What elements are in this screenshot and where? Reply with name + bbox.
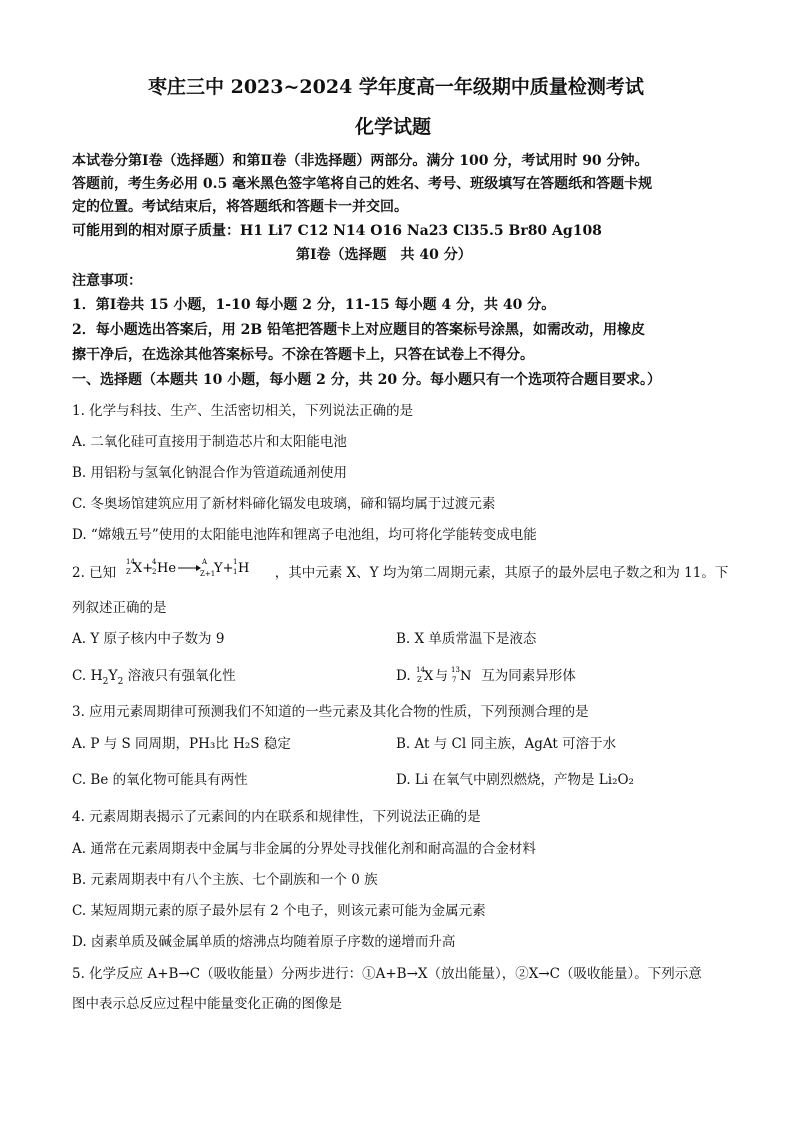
q4-option-a: A. 通常在元素周期表中金属与非金属的分界处寻找催化剂和耐高温的合金材料 [72, 841, 536, 857]
q2-option-c-suffix: 溶液只有强氧化性 [127, 668, 236, 684]
notes-title: 注意事项： [72, 273, 142, 289]
intro-line-3: 定的位置。考试结束后，将答题纸和答题卡一并交回。 [72, 199, 408, 215]
q2-stem [72, 558, 729, 581]
q1-option-d: D. “嫦娥五号”使用的太阳能电池阵和锂离子电池组，均可将化学能转变成电能 [72, 527, 537, 543]
q3-stem: 3. 应用元素周期律可预测我们不知道的一些元素及其化合物的性质，下列预测合理的是 [72, 704, 589, 720]
q3-option-b: B. At 与 Cl 同主族，AgAt 可溶于水 [396, 736, 617, 752]
svg-text:与: 与 [434, 669, 448, 684]
isotope-pair-graphic [415, 665, 477, 685]
svg-text:A: A [202, 558, 208, 566]
nuclear-equation-graphic [120, 557, 270, 579]
q3-option-c: C. Be 的氧化物可能具有两性 [72, 772, 248, 788]
svg-text:1: 1 [233, 558, 238, 566]
svg-text:Y+: Y+ [214, 561, 234, 576]
nuclear-equation [120, 558, 270, 578]
svg-text:N: N [459, 669, 472, 684]
svg-text:14: 14 [126, 558, 136, 566]
svg-text:He: He [157, 561, 177, 576]
atomic-masses: 可能用到的相对原子质量：H1 Li7 C12 N14 O16 Na23 Cl35.5 Br80 Ag108 [72, 223, 602, 239]
svg-text:2: 2 [152, 568, 157, 576]
q1-option-a: A. 二氧化硅可直接用于制造芯片和太阳能电池 [72, 434, 347, 450]
q5-stem-line-1: 5. 化学反应 A+B→C（吸收能量）分两步进行：①A+B→X（放出能量），②X→C（吸收能量）。下列示意 [72, 966, 702, 982]
q4-option-b: B. 元素周期表中有八个主族、七个副族和一个 0 族 [72, 872, 378, 888]
h2y2-formula: $H_2Y_2$ [90, 668, 124, 687]
exam-subject: 化学试题 [355, 116, 432, 138]
q2-stem-prefix: 2. 已知 [72, 565, 117, 581]
svg-text:H: H [238, 561, 250, 576]
exam-title: 枣庄三中 2023~2024 学年度高一年级期中质量检测考试 [148, 76, 644, 98]
q3-option-d-prefix: D. Li 在氧气中剧烈燃烧，产物是 [396, 772, 599, 788]
q4-option-c: C. 某短周期元素的原子最外层有 2 个电子，则该元素可能为金属元素 [72, 903, 486, 919]
q1-stem: 1. 化学与科技、生产、生活密切相关，下列说法正确的是 [72, 403, 414, 419]
note-1: 1．第Ⅰ卷共 15 小题，1-10 每小题 2 分，11-15 每小题 4 分，共 40 分。 [72, 297, 556, 313]
intro-line-2: 答题前，考生务必用 0.5 毫米黑色签字笔将自己的姓名、考号、班级填写在答题纸和答题卡规 [72, 176, 653, 192]
li2o2-formula: Li₂O₂ [598, 772, 634, 788]
svg-text:7: 7 [451, 676, 457, 684]
svg-text:4: 4 [152, 558, 157, 566]
q2-option-c-prefix: C. [72, 668, 91, 684]
q3-option-d [396, 768, 634, 788]
q4-option-d: D. 卤素单质及碱金属单质的熔沸点均随着原子序数的递增而升高 [72, 934, 456, 950]
svg-text:13: 13 [450, 666, 460, 674]
q5-stem-line-2: 图中表示总反应过程中能量变化正确的图像是 [72, 996, 342, 1012]
q1-option-b: B. 用铝粉与氢氧化钠混合作为管道疏通剂使用 [72, 465, 348, 481]
q2-option-d-suffix: 互为同素异形体 [481, 668, 576, 684]
svg-text:1: 1 [233, 568, 238, 576]
q2-option-d [396, 664, 576, 685]
q2-option-c [72, 664, 236, 687]
intro-line-1: 本试卷分第Ⅰ卷（选择题）和第Ⅱ卷（非选择题）两部分。满分 100 分，考试用时 90 分钟。 [72, 153, 649, 169]
part1-heading: 第Ⅰ卷（选择题 共 40 分） [296, 247, 472, 263]
svg-text:X+: X+ [133, 561, 154, 576]
note-2-line-2: 擦干净后，在选涂其他答案标号。不涂在答题卡上，只答在试卷上不得分。 [72, 347, 534, 363]
q2-option-b: B. X 单质常温下是液态 [396, 631, 537, 647]
q3-option-a: A. P 与 S 同周期，PH₃比 H₂S 稳定 [72, 736, 291, 752]
q2-option-d-prefix: D. [396, 668, 415, 684]
q1-option-c: C. 冬奥场馆建筑应用了新材料碲化镉发电玻璃，碲和镉均属于过渡元素 [72, 496, 496, 512]
note-2-line-1: 2．每小题选出答案后，用 2B 铅笔把答题卡上对应题目的答案标号涂黑，如需改动，用橡皮 [72, 322, 646, 338]
svg-text:X: X [423, 669, 434, 684]
section-1-heading: 一、选择题（本题共 10 小题，每小题 2 分，共 20 分。每小题只有一个选项符合题目要求。） [72, 372, 661, 388]
q2-option-a: A. Y 原子核内中子数为 9 [72, 631, 225, 647]
q4-stem: 4. 元素周期表揭示了元素间的内在联系和规律性，下列说法正确的是 [72, 809, 481, 825]
svg-text:Z+1: Z+1 [200, 570, 216, 578]
q2-stem-suffix: ，其中元素 X、Y 均为第二周期元素，其原子的最外层电子数之和为 11。下 [274, 565, 729, 581]
svg-text:Z: Z [126, 568, 132, 576]
svg-text:Z: Z [416, 676, 422, 684]
svg-text:14: 14 [415, 666, 425, 674]
q2-stem-line-2: 列叙述正确的是 [72, 600, 167, 616]
